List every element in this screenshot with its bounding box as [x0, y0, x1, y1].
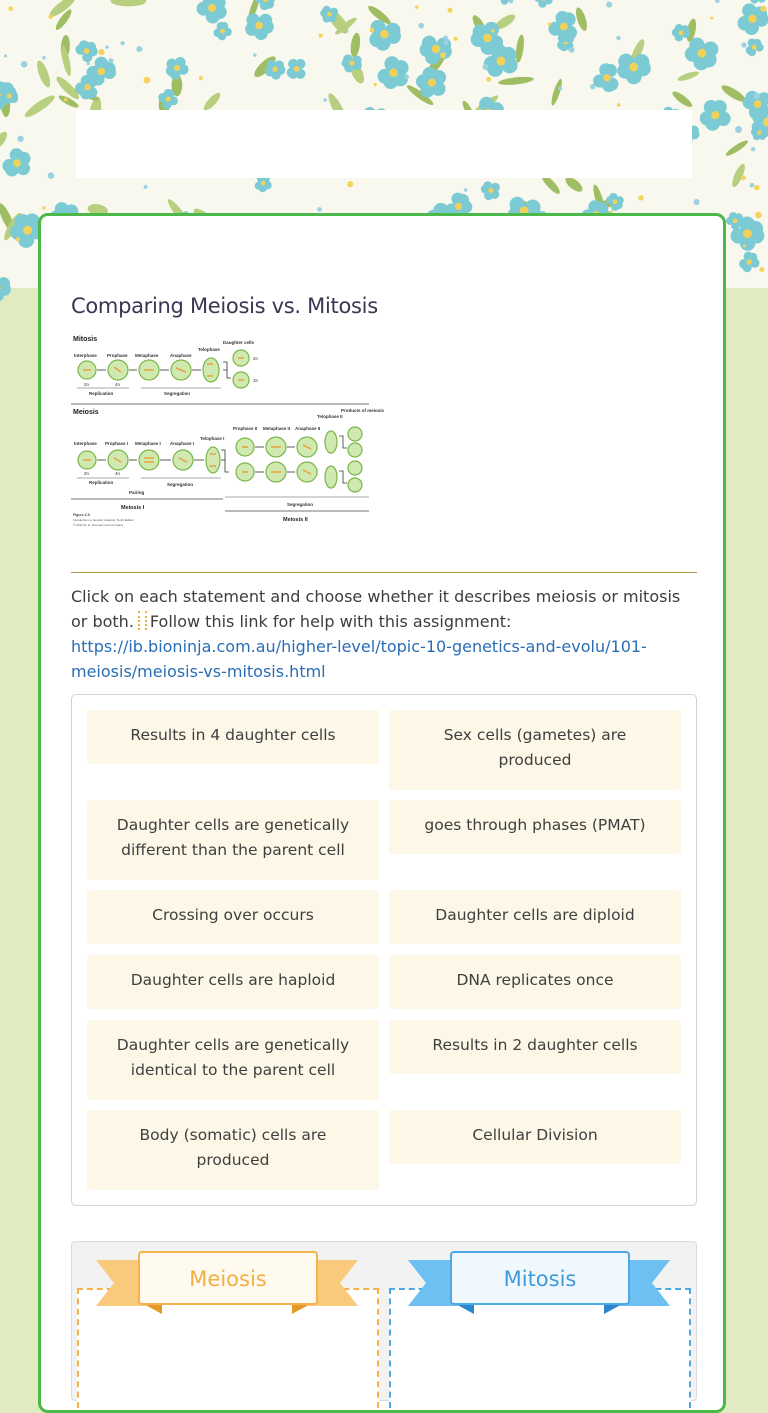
daisy-icon	[136, 46, 142, 52]
diagram-mitosis-stage: Prophase	[107, 353, 128, 358]
daisy-icon	[454, 37, 458, 41]
statement-chip[interactable]: Daughter cells are haploid	[87, 955, 379, 1009]
separator-icon	[138, 611, 147, 630]
diagram-mitosis-stage: Telophase	[198, 347, 220, 352]
statement-chip[interactable]: Results in 4 daughter cells	[87, 710, 379, 764]
statement-chip[interactable]: Daughter cells are genetically identical to the parent cell	[87, 1020, 379, 1100]
daisy-icon	[199, 76, 203, 80]
diagram-meiosis-stage-two: Metaphase II	[263, 426, 290, 431]
diagram-meiosis-step: Replication	[89, 480, 114, 485]
daisy-icon	[759, 267, 764, 272]
diagram-mitosis-step: Segregation	[164, 391, 190, 396]
statement-chip[interactable]: Body (somatic) cells are produced	[87, 1110, 379, 1190]
daisy-icon	[606, 2, 612, 8]
diagram-meiosis-stage-two: Anaphase II	[295, 426, 320, 431]
title-card	[76, 110, 692, 178]
daisy-icon	[617, 103, 621, 107]
daisy-icon	[754, 185, 759, 190]
daisy-icon	[144, 185, 148, 189]
daisy-icon	[751, 147, 755, 151]
meiosis-bucket-label: Meiosis	[138, 1251, 318, 1305]
daisy-icon	[317, 207, 322, 212]
daisy-icon	[590, 84, 595, 89]
diagram-mitosis-stage: Anaphase	[170, 353, 192, 358]
daisy-icon	[558, 86, 562, 90]
daisy-icon	[569, 47, 575, 53]
daisy-icon	[48, 15, 52, 19]
diagram-mitosis-ploidy: 2n	[253, 378, 259, 383]
daisy-icon	[87, 62, 90, 65]
daisy-icon	[464, 188, 467, 191]
diagram-mitosis-stage: Metaphase	[135, 353, 159, 358]
diagram-meiosis-stage: Anaphase I	[170, 441, 194, 446]
daisy-icon	[440, 52, 446, 58]
daisy-icon	[404, 74, 409, 79]
daisy-icon	[760, 6, 766, 12]
daisy-icon	[443, 35, 448, 40]
statement-chip[interactable]: Cellular Division	[389, 1110, 681, 1164]
instructions-text: Click on each statement and choose whether it describes meiosis or mitosis or both.	[71, 587, 680, 631]
daisy-icon	[741, 175, 746, 180]
daisy-icon	[447, 8, 452, 13]
daisy-icon	[418, 23, 424, 29]
daisy-icon	[143, 77, 150, 84]
daisy-icon	[347, 181, 353, 187]
diagram-meiosis-part-two: Meiosis II	[283, 517, 308, 523]
meiosis-mitosis-diagram	[71, 332, 371, 532]
diagram-meiosis-ploidy: 4n	[115, 471, 121, 476]
statement-chip[interactable]: Crossing over occurs	[87, 890, 379, 944]
diagram-meiosis-stage: Metaphase I	[135, 441, 161, 446]
daisy-icon	[548, 22, 551, 25]
daisy-icon	[491, 29, 495, 33]
daisy-icon	[444, 40, 449, 45]
diagram-mitosis-stage: Interphase	[74, 353, 97, 358]
diagram-meiosis-step: Segregation	[287, 502, 313, 507]
daisy-icon	[710, 17, 713, 20]
daisy-icon	[693, 199, 699, 205]
daisy-icon	[483, 64, 489, 70]
diagram-meiosis-stage-two: Telophase II	[317, 414, 343, 419]
diagram-meiosis-step: Pairing	[129, 490, 145, 495]
diagram-mitosis-ploidy: 2n	[253, 356, 259, 361]
daisy-icon	[486, 77, 491, 82]
daisy-icon	[741, 42, 746, 47]
statement-chip[interactable]: DNA replicates once	[389, 955, 681, 1009]
statement-chip[interactable]: Results in 2 daughter cells	[389, 1020, 681, 1074]
section-divider	[71, 572, 697, 573]
statement-chip[interactable]: Sex cells (gametes) are produced	[389, 710, 681, 790]
diagram-mitosis-step: Replication	[89, 391, 114, 396]
mitosis-bucket-label: Mitosis	[450, 1251, 630, 1305]
daisy-icon	[21, 61, 28, 68]
statement-chip[interactable]: Daughter cells are genetically different than the parent cell	[87, 800, 379, 880]
flower-icon	[320, 6, 338, 23]
daisy-icon	[735, 126, 742, 133]
daisy-icon	[370, 28, 375, 33]
diagram-meiosis-stage: Interphase	[74, 441, 97, 446]
flower-icon	[0, 87, 18, 105]
instructions	[71, 584, 701, 684]
daisy-icon	[323, 98, 326, 101]
daisy-icon	[108, 58, 113, 63]
daisy-icon	[319, 34, 323, 38]
diagram-caption: Introduction to Genetic Analysis, Tenth Edition	[73, 518, 134, 522]
daisy-icon	[120, 41, 124, 45]
daisy-icon	[749, 183, 754, 188]
diagram-mitosis-title: Mitosis	[73, 336, 97, 343]
daisy-icon	[8, 6, 13, 11]
daisy-icon	[42, 206, 45, 209]
diagram-meiosis-stage: Prophase I	[105, 441, 128, 446]
daisy-icon	[42, 56, 46, 60]
statement-chip[interactable]: Daughter cells are diploid	[389, 890, 681, 944]
help-link[interactable]: https://ib.bioninja.com.au/higher-level/topic-10-genetics-and-evolu/101-meiosis/meiosis-vs-mitosis.html	[71, 637, 647, 681]
page-title: Comparing Meiosis vs. Mitosis	[71, 294, 378, 318]
daisy-icon	[755, 212, 762, 219]
diagram-mitosis-ploidy: 4n	[115, 382, 121, 387]
mitosis-chromosomes	[83, 358, 244, 380]
diagram-products-label: Products of meiosis	[341, 408, 385, 413]
daisy-icon	[415, 5, 419, 9]
diagram-daughter-label: Daughter cells	[223, 340, 255, 345]
daisy-icon	[4, 54, 7, 57]
diagram-meiosis-part-one: Meiosis I	[121, 505, 145, 511]
diagram-meiosis-step: Segregation	[167, 482, 193, 487]
diagram-meiosis-stage: Telophase I	[200, 436, 224, 441]
diagram-meiosis-title: Meiosis	[73, 409, 99, 416]
daisy-icon	[253, 53, 256, 56]
daisy-icon	[753, 92, 760, 99]
diagram-caption: Figure 2-9	[73, 513, 90, 517]
diagram-caption: © 2012 W. H. Freeman and Company	[73, 523, 124, 527]
daisy-icon	[374, 83, 377, 86]
mitosis-cells	[78, 350, 249, 388]
diagram-meiosis-stage-two: Prophase II	[233, 426, 257, 431]
daisy-icon	[64, 98, 68, 102]
daisy-icon	[616, 36, 620, 40]
diagram-mitosis-ploidy: 2n	[84, 382, 90, 387]
daisy-icon	[743, 245, 746, 248]
diagram-meiosis-ploidy: 2n	[84, 471, 90, 476]
daisy-icon	[16, 237, 20, 241]
instructions-help-text: Follow this link for help with this assignment:	[150, 612, 511, 631]
daisy-icon	[638, 195, 644, 201]
daisy-icon	[48, 172, 54, 178]
daisy-icon	[17, 136, 23, 142]
statement-chip[interactable]: goes through phases (PMAT)	[389, 800, 681, 854]
daisy-icon	[105, 45, 108, 48]
daisy-icon	[98, 49, 104, 55]
